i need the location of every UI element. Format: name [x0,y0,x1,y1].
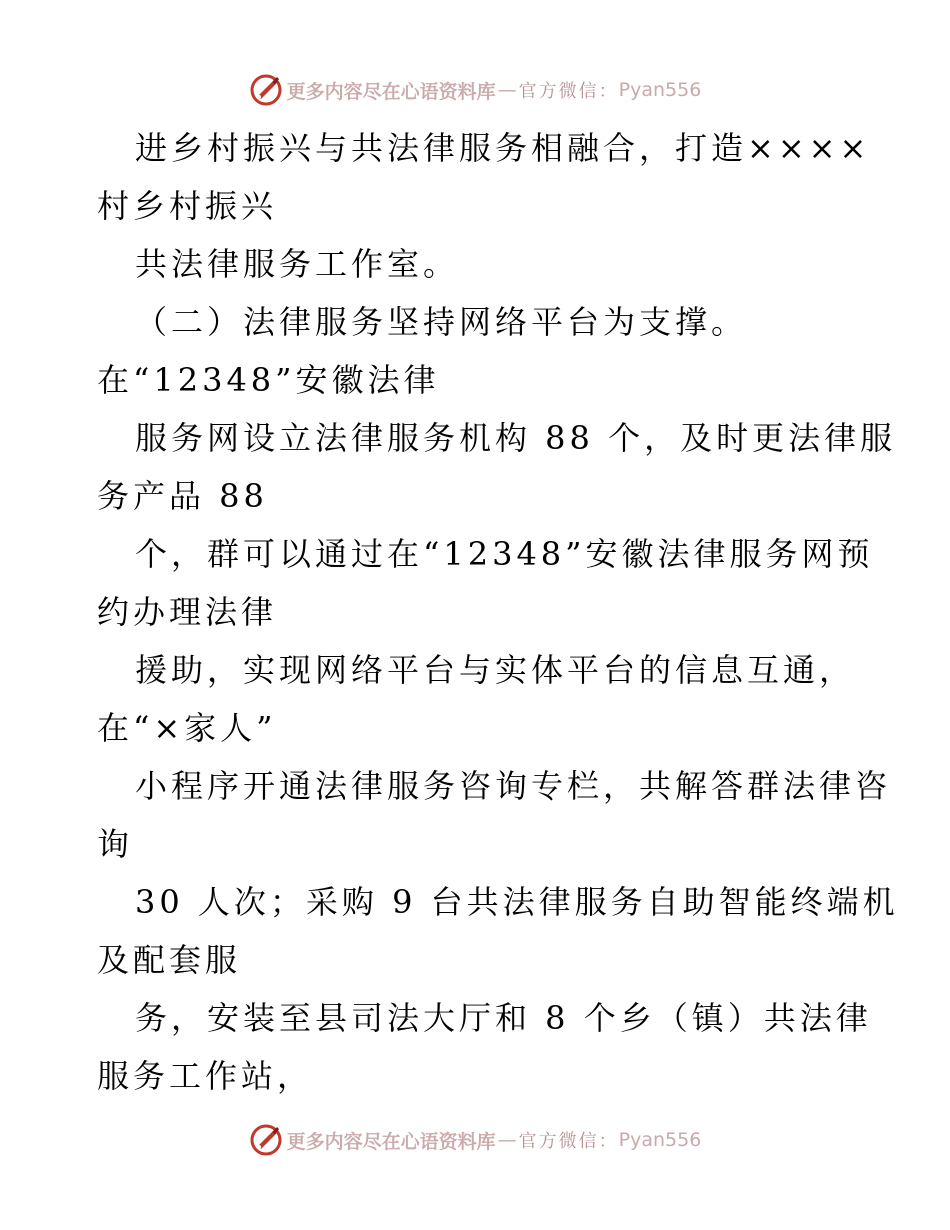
body-line: 援助，实现网络平台与实体平台的信息互通， [135,651,856,689]
logo-icon [249,73,283,107]
header-wechat-id: Pyan556 [618,79,702,101]
header-separator: — [497,79,517,101]
body-line: 村乡村振兴 [97,187,278,225]
body-line: （二）法律服务坚持网络平台为支撑。 [135,303,748,341]
body-line: 约办理法律 [97,593,278,631]
body-line: 服务网设立法律服务机构 88 个，及时更法律服 [135,419,897,457]
footer-main-text: 更多内容尽在心语资料库 [286,1130,496,1153]
body-line: 在“12348”安徽法律 [97,361,440,399]
footer-banner [0,1120,950,1160]
logo-icon [249,1123,283,1157]
header-main-text: 更多内容尽在心语资料库 [286,80,496,103]
body-line: 询 [97,825,134,863]
body-line: 个，群可以通过在“12348”安徽法律服务网预 [135,535,874,573]
body-line: 小程序开通法律服务咨询专栏，共解答群法律咨 [135,767,892,805]
footer-wechat-id: Pyan556 [618,1129,702,1151]
body-line: 进乡村振兴与共法律服务相融合，打造×××× [135,129,871,167]
header-sub-text: 官方微信： [518,81,619,102]
body-line: 服务工作站， [97,1057,314,1095]
body-line: 共法律服务工作室。 [135,245,460,283]
body-line: 务产品 88 [97,477,268,515]
footer-sub-text: 官方微信： [518,1131,619,1152]
body-line: 务，安装至县司法大厅和 8 个乡（镇）共法律 [135,999,872,1037]
footer-separator: — [497,1129,517,1151]
body-line: 在“×家人” [97,709,277,747]
header-banner [0,70,950,110]
body-line: 30 人次；采购 9 台共法律服务自助智能终端机 [135,883,899,921]
body-line: 及配套服 [97,941,242,979]
